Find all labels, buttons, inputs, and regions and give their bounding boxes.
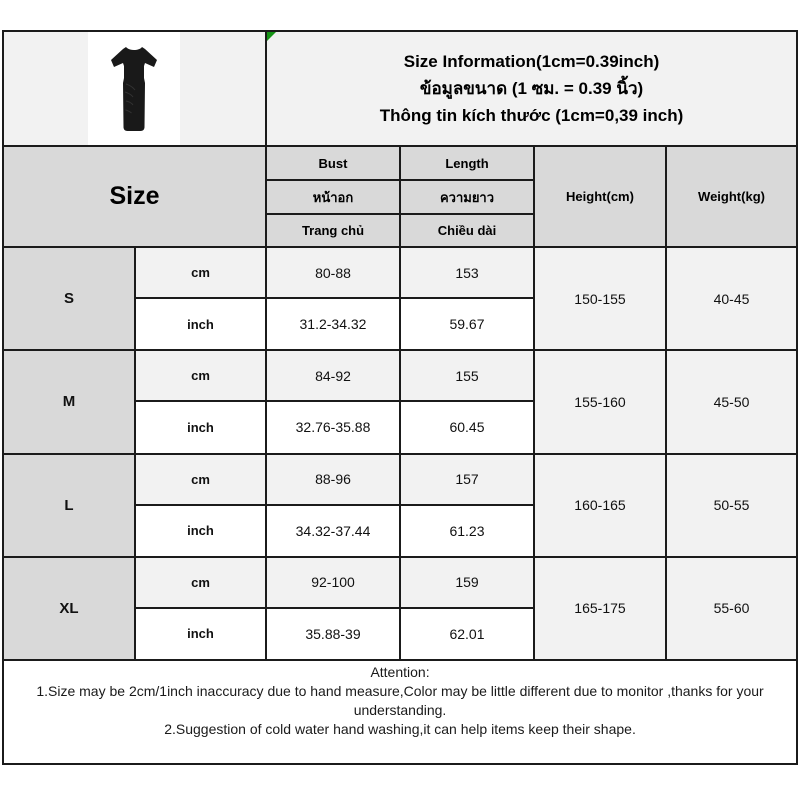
length-header-en: Length (400, 146, 534, 180)
black-dress-image (88, 32, 180, 143)
size-label-l: L (3, 454, 135, 557)
table-row-m-cm (3, 350, 797, 401)
l-length-cm: 157 (400, 454, 534, 505)
title-cell (266, 31, 797, 146)
s-length-cm: 153 (400, 247, 534, 298)
unit-cm: cm (135, 350, 266, 401)
l-weight: 50-55 (666, 454, 797, 557)
s-weight: 40-45 (666, 247, 797, 350)
bust-header-en: Bust (266, 146, 400, 180)
l-height: 160-165 (534, 454, 666, 557)
table-row-xl-cm (3, 557, 797, 608)
table-row-l-cm (3, 454, 797, 505)
title-vietnamese: Thông tin kích thước (1cm=0,39 inch) (379, 106, 684, 126)
xl-weight: 55-60 (666, 557, 797, 660)
s-length-inch: 59.67 (400, 298, 534, 350)
bust-header-th: หน้าอก (266, 180, 400, 214)
title-thai: ข้อมูลขนาด (1 ซม. = 0.39 นิ้ว) (419, 79, 644, 99)
xl-length-inch: 62.01 (400, 608, 534, 660)
m-weight: 45-50 (666, 350, 797, 453)
m-length-inch: 60.45 (400, 401, 534, 453)
xl-bust-inch: 35.88-39 (266, 608, 400, 660)
height-header: Height(cm) (534, 146, 666, 247)
size-chart-sheet (2, 30, 796, 765)
unit-inch: inch (135, 505, 266, 557)
l-bust-inch: 34.32-37.44 (266, 505, 400, 557)
table-row-s-cm (3, 247, 797, 298)
title-english: Size Information(1cm=0.39inch) (403, 52, 660, 72)
l-bust-cm: 88-96 (266, 454, 400, 505)
xl-bust-cm: 92-100 (266, 557, 400, 608)
top-row (3, 31, 797, 146)
unit-cm: cm (135, 454, 266, 505)
header-row-1 (3, 146, 797, 180)
attention-cell (3, 660, 797, 764)
m-bust-cm: 84-92 (266, 350, 400, 401)
attention-row (3, 660, 797, 764)
m-bust-inch: 32.76-35.88 (266, 401, 400, 453)
attention-title: Attention: (370, 663, 430, 680)
green-corner-marker-icon (267, 32, 276, 41)
unit-inch: inch (135, 608, 266, 660)
weight-header: Weight(kg) (666, 146, 797, 247)
xl-length-cm: 159 (400, 557, 534, 608)
size-label-xl: XL (3, 557, 135, 660)
l-length-inch: 61.23 (400, 505, 534, 557)
size-label-m: M (3, 350, 135, 453)
m-height: 155-160 (534, 350, 666, 453)
xl-height: 165-175 (534, 557, 666, 660)
unit-inch: inch (135, 298, 266, 350)
size-label-s: S (3, 247, 135, 350)
s-bust-cm: 80-88 (266, 247, 400, 298)
product-image-cell (3, 31, 266, 146)
s-height: 150-155 (534, 247, 666, 350)
size-column-header: Size (3, 146, 266, 247)
unit-cm: cm (135, 557, 266, 608)
unit-cm: cm (135, 247, 266, 298)
attention-note-1: 1.Size may be 2cm/1inch inaccuracy due to hand measure,Color may be little different due to monitor ,thanks for your understanding. (36, 682, 764, 718)
product-photo (88, 32, 180, 145)
length-header-th: ความยาว (400, 180, 534, 214)
length-header-vi: Chiều dài (400, 214, 534, 247)
unit-inch: inch (135, 401, 266, 453)
bust-header-vi: Trang chủ (266, 214, 400, 247)
attention-note-2: 2.Suggestion of cold water hand washing,it can help items keep their shape. (164, 720, 636, 737)
m-length-cm: 155 (400, 350, 534, 401)
size-table (2, 30, 798, 765)
s-bust-inch: 31.2-34.32 (266, 298, 400, 350)
